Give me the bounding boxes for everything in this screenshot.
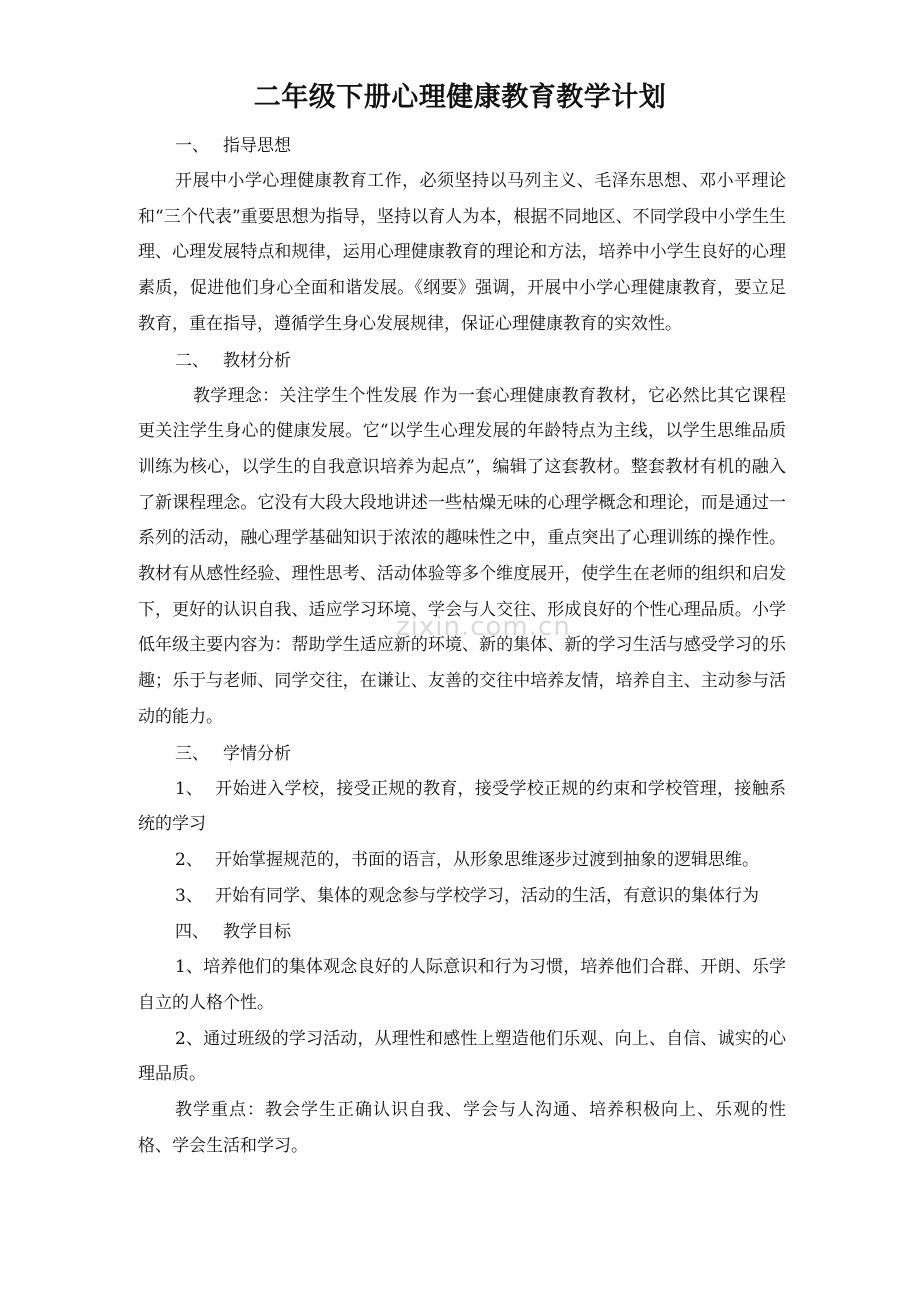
list-item: [138, 843, 786, 879]
list-item-text: 开始进入学校，接受正规的教育，接受学校正规的约束和学校管理，接触系统的学习: [138, 778, 786, 835]
watermark: zixin.com.cn: [396, 612, 571, 642]
section-number: 一、: [175, 136, 209, 156]
list-item: [138, 772, 786, 843]
paragraph: 1、培养他们的集体观念良好的人际意识和行为习惯，培养他们合群、开朗、乐学自立的人格个性。: [138, 957, 786, 1014]
paragraph: 开展中小学心理健康教育工作，必须坚持以马列主义、毛泽东思想、邓小平理论和“三个代表”重要思想为指导，坚持以育人为本，根据不同地区、不同学段中小学生生理、心理发展特点和规律，运用心理健康教育的理论和方法，培养中小学生良好的心理素质，促进他们身心全面和谐发展。《纲要》强调，开展中小学心理健康教育，要立足教育，重在指导，遵循学生身心发展规律，保证心理健康教育的实效性。: [138, 171, 786, 334]
list-item-text: 开始有同学、集体的观念参与学校学习，活动的生活，有意识的集体行为: [215, 885, 759, 906]
list-item-number: 1、: [175, 778, 203, 799]
list-item: [138, 879, 786, 915]
section-title: 教材分析: [223, 350, 291, 371]
list-item-text: 开始掌握规范的，书面的语言，从形象思维逐步过渡到抽象的逻辑思维。: [215, 849, 759, 870]
section-number: 二、: [175, 350, 209, 371]
section-number: 三、: [175, 743, 209, 764]
section-heading-teaching-objectives: [138, 914, 786, 950]
list-item-number: 2、: [175, 849, 203, 870]
section-number: 四、: [175, 922, 209, 943]
section-heading-student-analysis: [138, 736, 786, 772]
section-title: 教学目标: [223, 922, 291, 943]
document-title: 二年级下册心理健康教育教学计划: [253, 82, 667, 113]
list-item-number: 3、: [175, 885, 203, 906]
paragraph: 教学理念：关注学生个性发展 作为一套心理健康教育教材，它必然比其它课程更关注学生身心的健康发展。它“以学生心理发展的年龄特点为主线，以学生思维品质训练为核心，以学生的自我意识培养为起点”，编辑了这套教材。整套教材有机的融入了新课程理念。它没有大段大段地讲述一些枯燥无味的心理学概念和理论，而是通过一系列的活动，融心理学基础知识于浓浓的趣味性之中，重点突出了心理训练的操作性。教材有从感性经验、理性思考、活动体验等多个维度展开，使学生在老师的组织和启发下，更好的认识自我、适应学习环境、学会与人交往、形成良好的个性心理品质。小学低年级主要内容为：帮助学生适应新的环境、新的集体、新的学习生活与感受学习的乐趣；乐于与老师、同学交往，在谦让、友善的交往中培养友情，培养自主、主动参与活动的能力。: [138, 385, 786, 727]
paragraph: 教学重点：教会学生正确认识自我、学会与人沟通、培养积极向上、乐观的性格、学会生活和学习。: [138, 1100, 786, 1156]
paragraph: 2、通过班级的学习活动，从理性和感性上塑造他们乐观、向上、自信、诚实的心理品质。: [138, 1028, 786, 1085]
section-title: 学情分析: [223, 743, 291, 764]
section-title: 指导思想: [223, 136, 291, 156]
section-heading-guiding-ideology: [138, 128, 786, 164]
section-heading-textbook-analysis: [138, 343, 786, 379]
document-body: [138, 128, 786, 1165]
